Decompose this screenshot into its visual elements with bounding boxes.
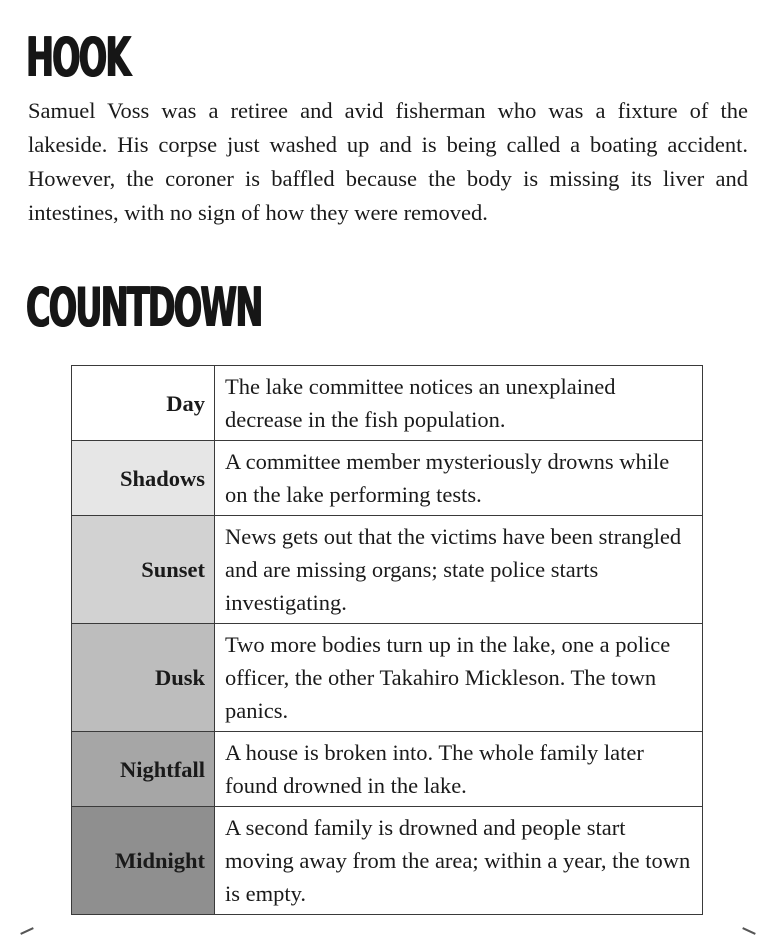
stage-label: Midnight [72, 807, 215, 915]
countdown-heading: COUNTDOWN [26, 276, 262, 339]
stage-event: Two more bodies turn up in the lake, one a police officer, the other Takahiro Mickleson. The town panics. [215, 624, 703, 732]
stage-event: News gets out that the victims have been strangled and are missing organs; state police starts investigating. [215, 516, 703, 624]
stage-label: Sunset [72, 516, 215, 624]
countdown-row-day [72, 366, 703, 441]
countdown-table [71, 365, 703, 915]
stage-event: A second family is drowned and people start moving away from the area; within a year, the town is empty. [215, 807, 703, 915]
countdown-row-dusk [72, 624, 703, 732]
page-edge-mark-right [742, 927, 756, 935]
stage-label: Day [72, 366, 215, 441]
stage-event: The lake committee notices an unexplained decrease in the fish population. [215, 366, 703, 441]
hook-heading: HOOK [26, 26, 130, 89]
countdown-row-sunset [72, 516, 703, 624]
stage-event: A committee member mysteriously drowns while on the lake performing tests. [215, 441, 703, 516]
page-edge-mark-left [20, 927, 34, 935]
countdown-row-nightfall [72, 732, 703, 807]
countdown-row-shadows [72, 441, 703, 516]
stage-label: Shadows [72, 441, 215, 516]
hook-paragraph: Samuel Voss was a retiree and avid fisherman who was a fixture of the lakeside. His corpse just washed up and is being called a boating accident. However, the coroner is baffled because the body is missing its liver and intestines, with no sign of how they were removed. [28, 98, 748, 225]
stage-event: A house is broken into. The whole family later found drowned in the lake. [215, 732, 703, 807]
countdown-row-midnight [72, 807, 703, 915]
stage-label: Nightfall [72, 732, 215, 807]
stage-label: Dusk [72, 624, 215, 732]
